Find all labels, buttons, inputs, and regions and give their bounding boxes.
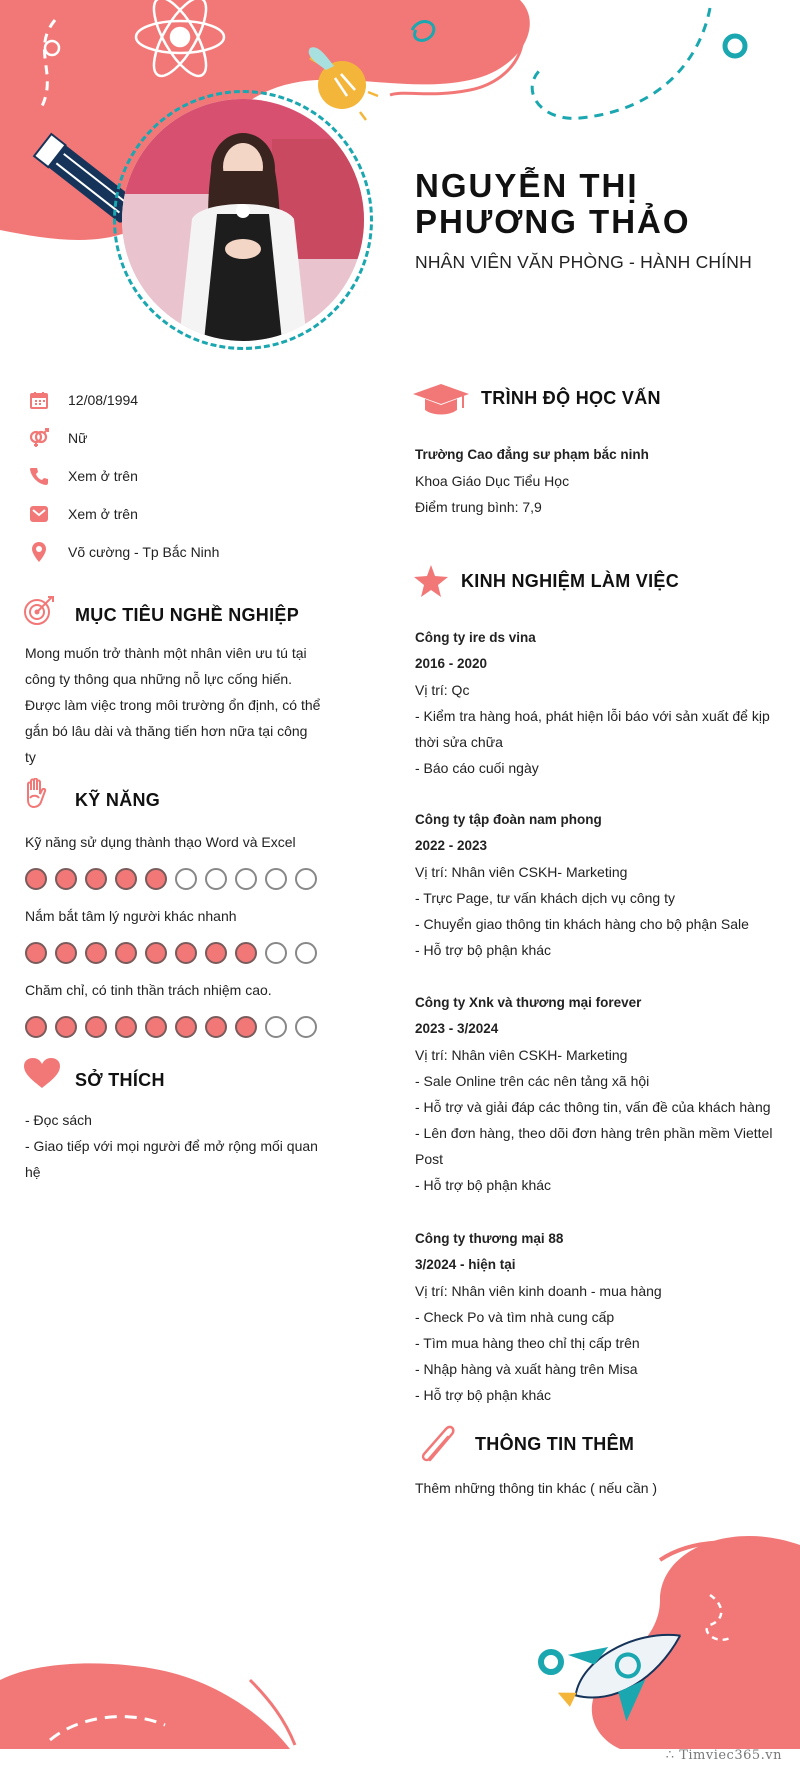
job-line: - Lên đơn hàng, theo dõi đơn hàng trên phần mềm Viettel [415, 1125, 773, 1141]
job-company: Công ty ire ds vina [415, 630, 536, 645]
job-line: Vị trí: Nhân viên CSKH- Marketing [415, 864, 628, 880]
rating-dot-filled [55, 868, 77, 890]
candidate-name: NGUYỄN THỊ PHƯƠNG THẢO [415, 167, 691, 240]
profile-photo [122, 99, 364, 341]
address-row [28, 540, 219, 564]
coral-blob-bottom-left [0, 1663, 290, 1749]
job-line: - Tìm mua hàng theo chỉ thị cấp trên [415, 1335, 640, 1351]
rating-dot-filled [205, 942, 227, 964]
calendar-icon [28, 389, 50, 411]
objective-line: Được làm việc trong môi trường ổn định, có thể [25, 697, 321, 713]
objective-line: công ty thông qua những nỗ lực cống hiến. [25, 671, 293, 687]
job-line: - Nhập hàng và xuất hàng trên Misa [415, 1361, 638, 1377]
address-value: Võ cường - Tp Bắc Ninh [68, 544, 220, 560]
extra-text: Thêm những thông tin khác ( nếu cần ) [415, 1480, 658, 1496]
job-line: - Check Po và tìm nhà cung cấp [415, 1309, 615, 1325]
job-company: Công ty tập đoàn nam phong [415, 812, 602, 827]
dashed-curve-right [532, 8, 710, 118]
paperclip-icon [418, 1424, 458, 1464]
hobby-line: hệ [25, 1164, 41, 1180]
education-details [415, 442, 785, 520]
birthday-value: 12/08/1994 [68, 392, 139, 408]
rating-dot-filled [85, 1016, 107, 1038]
hand-icon [24, 778, 50, 810]
skill-rating [25, 1016, 317, 1040]
objective-title: MỤC TIÊU NGHỀ NGHIỆP [75, 605, 300, 625]
objective-line: Mong muốn trở thành một nhân viên ưu tú tại [25, 645, 307, 661]
skill-label: Nắm bắt tâm lý người khác nhanh [25, 908, 237, 924]
job-line: - Kiểm tra hàng hoá, phát hiện lỗi báo với sản xuất để kịp [415, 708, 770, 724]
rating-dot-empty [265, 942, 287, 964]
envelope-icon [28, 503, 50, 525]
phone-value: Xem ở trên [68, 468, 138, 484]
rating-dot-filled [235, 1016, 257, 1038]
rating-dot-filled [145, 1016, 167, 1038]
rating-dot-empty [295, 942, 317, 964]
skill-rating [25, 942, 317, 966]
graduation-cap-icon [413, 380, 469, 420]
candidate-position: NHÂN VIÊN VĂN PHÒNG - HÀNH CHÍNH [415, 252, 752, 272]
job-line: - Hỗ trợ bộ phận khác [415, 1387, 552, 1403]
rating-dot-empty [265, 1016, 287, 1038]
phone-icon [28, 465, 50, 487]
rating-dot-empty [295, 1016, 317, 1038]
rating-dot-filled [145, 942, 167, 964]
job-line: Vị trí: Qc [415, 682, 470, 698]
heart-icon [24, 1058, 60, 1090]
job-period: 2016 - 2020 [415, 656, 488, 671]
portrait-illustration [122, 99, 364, 341]
email-row [28, 502, 138, 526]
rating-dot-filled [25, 868, 47, 890]
hobbies-title: SỞ THÍCH [75, 1070, 165, 1090]
rating-dot-filled [25, 942, 47, 964]
rating-dot-filled [85, 942, 107, 964]
rating-dot-empty [235, 868, 257, 890]
rating-dot-empty [175, 868, 197, 890]
job-line: - Hỗ trợ và giải đáp các thông tin, vấn đề của khách hàng [415, 1099, 771, 1115]
job-line: - Hỗ trợ bộ phận khác [415, 942, 552, 958]
faculty: Khoa Giáo Dục Tiểu Học [415, 473, 570, 489]
rating-dot-filled [85, 868, 107, 890]
rating-dot-filled [115, 868, 137, 890]
star-icon [414, 565, 448, 597]
job-line: - Hỗ trợ bộ phận khác [415, 1177, 552, 1193]
gpa: Điểm trung bình: 7,9 [415, 499, 542, 515]
gender-row [28, 426, 87, 450]
objective-line: gắn bó lâu dài và thăng tiến hơn nữa tại công [25, 723, 308, 739]
rating-dot-filled [175, 1016, 197, 1038]
rating-dot-empty [205, 868, 227, 890]
job-line: - Trực Page, tư vấn khách dịch vụ công ty [415, 890, 675, 906]
job-company: Công ty thương mại 88 [415, 1231, 564, 1246]
job-entry [415, 990, 785, 1198]
gender-icon [28, 427, 50, 449]
job-line: thời sửa chữa [415, 734, 503, 750]
footer-decoration [0, 1520, 800, 1769]
job-line: Vị trí: Nhân viên kinh doanh - mua hàng [415, 1283, 662, 1299]
experience-title: KINH NGHIỆM LÀM VIỆC [461, 571, 680, 591]
hobby-line: - Giao tiếp với mọi người để mở rộng mối quan [25, 1138, 318, 1154]
rating-dot-filled [175, 942, 197, 964]
rating-dot-filled [235, 942, 257, 964]
rating-dot-filled [115, 1016, 137, 1038]
skills-title: KỸ NĂNG [75, 790, 161, 810]
job-period: 2022 - 2023 [415, 838, 488, 853]
job-entry [415, 625, 785, 781]
watermark: ∴ Timviec365.vn [665, 1748, 782, 1763]
birthday-row [28, 388, 138, 412]
rating-dot-filled [55, 1016, 77, 1038]
email-value: Xem ở trên [68, 506, 138, 522]
rating-dot-empty [265, 868, 287, 890]
target-icon [23, 594, 55, 626]
teal-ring-bottom [541, 1652, 561, 1672]
skill-rating [25, 868, 317, 892]
job-line: - Chuyển giao thông tin khách hàng cho bộ phận Sale [415, 916, 749, 932]
skill-label: Chăm chỉ, có tinh thần trách nhiệm cao. [25, 982, 272, 998]
job-company: Công ty Xnk và thương mại forever [415, 995, 642, 1010]
profile-photo-frame [113, 90, 373, 350]
job-period: 3/2024 - hiện tại [415, 1257, 516, 1272]
rating-dot-empty [295, 868, 317, 890]
rating-dot-filled [55, 942, 77, 964]
job-line: Vị trí: Nhân viên CSKH- Marketing [415, 1047, 628, 1063]
rating-dot-filled [25, 1016, 47, 1038]
hobbies-text [25, 1107, 325, 1185]
map-pin-icon [28, 541, 50, 563]
job-line: - Sale Online trên các nên tảng xã hội [415, 1073, 650, 1089]
job-entry [415, 807, 785, 963]
school-name: Trường Cao đẳng sư phạm bắc ninh [415, 447, 649, 462]
rating-dot-filled [205, 1016, 227, 1038]
phone-row [28, 464, 138, 488]
objective-line: ty [25, 749, 36, 765]
extra-title: THÔNG TIN THÊM [475, 1434, 635, 1454]
rating-dot-filled [145, 868, 167, 890]
skill-label: Kỹ năng sử dụng thành thạo Word và Excel [25, 834, 296, 850]
education-title: TRÌNH ĐỘ HỌC VẤN [481, 388, 661, 408]
gender-value: Nữ [68, 430, 88, 446]
hobby-line: - Đọc sách [25, 1112, 92, 1128]
job-line: Post [415, 1151, 444, 1167]
job-line: - Báo cáo cuối ngày [415, 760, 539, 776]
coral-blob-bottom-right [592, 1536, 800, 1749]
job-period: 2023 - 3/2024 [415, 1021, 499, 1036]
job-entry [415, 1226, 785, 1408]
objective-text [25, 640, 325, 770]
teal-ring-right [725, 36, 745, 56]
rating-dot-filled [115, 942, 137, 964]
